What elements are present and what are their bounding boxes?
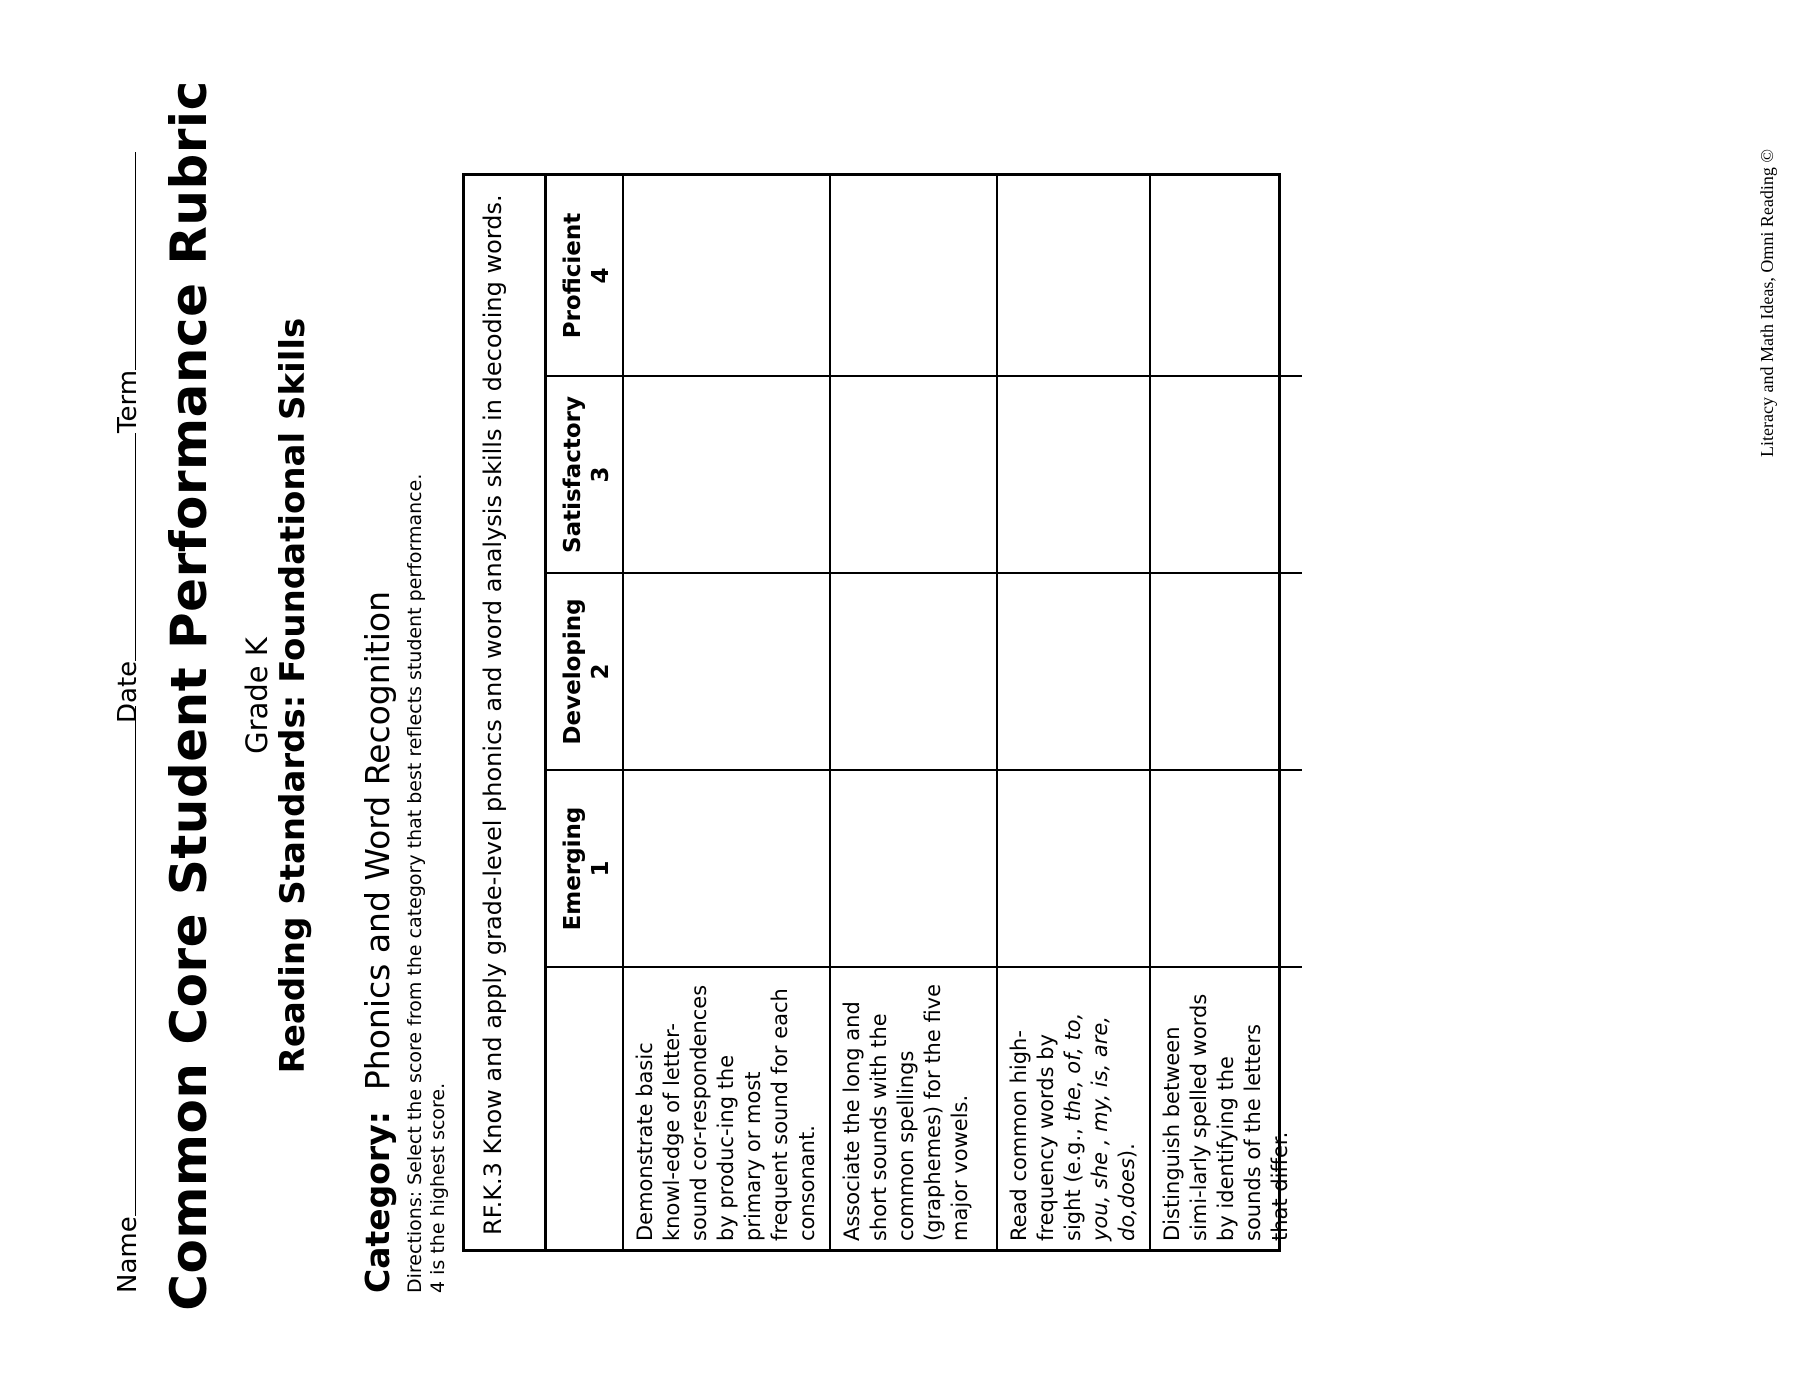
- date-field[interactable]: [113, 433, 143, 723]
- header-row: [547, 176, 623, 1249]
- skill-description: Read common high-frequency words by sight (e.g., the, of, to, you, she , my, is, are, do,does).: [997, 967, 1150, 1249]
- score-cell-satisfactory[interactable]: [1150, 376, 1302, 573]
- score-cell-proficient[interactable]: [997, 176, 1150, 376]
- score-cell-proficient[interactable]: [830, 176, 997, 376]
- date-label: Date: [113, 660, 143, 723]
- rubric-table: [462, 173, 1292, 1252]
- table-row: [623, 176, 830, 1249]
- standards-subtitle: Reading Standards: Foundational Skills: [273, 317, 313, 1074]
- category-line: [358, 591, 397, 1293]
- date-blank[interactable]: [113, 433, 136, 661]
- score-cell-developing[interactable]: [830, 573, 997, 770]
- name-blank[interactable]: [113, 706, 136, 1216]
- grade-level: Grade K: [240, 637, 274, 754]
- score-cell-emerging[interactable]: [997, 770, 1150, 967]
- table-row: [1150, 176, 1302, 1249]
- score-cell-satisfactory[interactable]: [997, 376, 1150, 573]
- directions: [404, 143, 450, 1293]
- skill-description: Associate the long and short sounds with the common spellings (graphemes) for the five major vowels.: [830, 967, 997, 1249]
- score-cell-developing[interactable]: [997, 573, 1150, 770]
- score-cell-emerging[interactable]: [830, 770, 997, 967]
- skill-description: Demonstrate basic knowl-edge of letter-sound cor-respondences by produc-ing the primary or most frequent sound for each consonant.: [623, 967, 830, 1249]
- score-cell-satisfactory[interactable]: [623, 376, 830, 573]
- category-value: Phonics and Word Recognition: [358, 590, 397, 1091]
- skill-description: Distinguish between simi-larly spelled words by identifying the sounds of the letters that differ.: [1150, 967, 1302, 1249]
- score-cell-proficient[interactable]: [623, 176, 830, 376]
- directions-line-1: Directions: Select the score from the category that best reflects student performance.: [404, 473, 426, 1293]
- term-field[interactable]: [113, 152, 143, 433]
- page-title: Common Core Student Performance Rubric: [160, 80, 218, 1311]
- rubric-grid: [547, 176, 1302, 1249]
- term-label: Term: [113, 369, 143, 433]
- name-label: Name: [113, 1216, 143, 1293]
- score-cell-developing[interactable]: [1150, 573, 1302, 770]
- standard-statement: RF.K.3 Know and apply grade-level phonics and word analysis skills in decoding words.: [465, 176, 547, 1249]
- name-field[interactable]: [113, 706, 143, 1293]
- score-cell-emerging[interactable]: [1150, 770, 1302, 967]
- score-cell-emerging[interactable]: [623, 770, 830, 967]
- score-cell-satisfactory[interactable]: [830, 376, 997, 573]
- directions-line-2: 4 is the highest score.: [427, 1082, 449, 1293]
- header-emerging: Emerging 1: [547, 770, 623, 967]
- copyright-footer: Literacy and Math Ideas, Omni Reading ©: [1757, 148, 1777, 457]
- header-blank: [547, 967, 623, 1249]
- category-label: Category:: [358, 1111, 397, 1293]
- table-row: [997, 176, 1150, 1249]
- header-proficient: Proficient 4: [547, 176, 623, 376]
- term-blank[interactable]: [113, 152, 136, 370]
- header-developing: Developing 2: [547, 573, 623, 770]
- table-row: [830, 176, 997, 1249]
- header-satisfactory: Satisfactory 3: [547, 376, 623, 573]
- score-cell-developing[interactable]: [623, 573, 830, 770]
- score-cell-proficient[interactable]: [1150, 176, 1302, 376]
